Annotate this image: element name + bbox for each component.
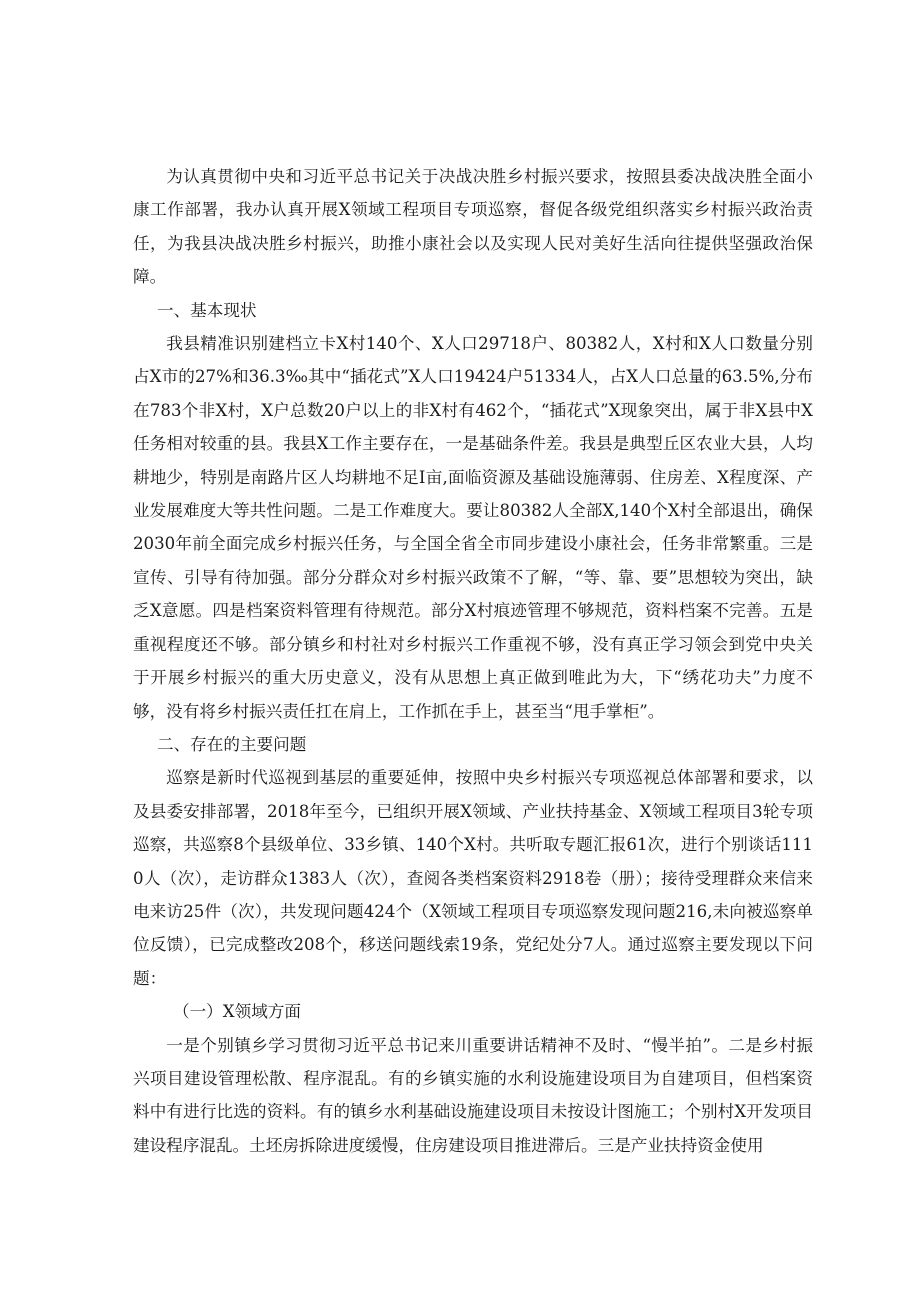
section-heading-basic-status: 一、基本现状 xyxy=(157,300,257,320)
x-field-paragraph: 一是个别镇乡学习贯彻习近平总书记来川重要讲话精神不及时、“慢半拍”。二是乡村振兴项目建设管理松散、程序混乱。有的乡镇实施的水利设施建设项目为自建项目，但档案资料中有进行比选的资料。有的镇乡水利基础设施建设项目未按设计图施工；个别村X开发项目建设程序混乱。土坯房拆除进度缓慢，住房建设项目推进滞后。三是产业扶持资金使用 xyxy=(133,1035,813,1155)
basic-status-paragraph: 我县精准识别建档立卡X村140个、X人口29718户、80382人，X村和X人口数量分别占X市的27%和36.3‰其中“插花式”X人口19424户51334人，占X人口总量的63.5%,分布在783个非X村，X户总数20户以上的非X村有462个，“插花式”X现象突出，属于非X县中X任务相对较重的县。我县X工作主要存在，一是基础条件差。我县是典型丘区农业大县，人均耕地少，特别是南路片区人均耕地不足Ⅰ亩,面临资源及基础设施薄弱、住房差、X程度深、产业发展难度大等共性问题。二是工作难度大。要让80382人全部X,140个X村全部退出，确保2030年前全面完成乡村振兴任务，与全国全省全市同步建设小康社会，任务非常繁重。三是宣传、引导有待加强。部分分群众对乡村振兴政策不了解，“等、靠、要”思想较为突出，缺乏X意愿。四是档案资料管理有待规范。部分X村痕迹管理不够规范，资料档案不完善。五是重视程度还不够。部分镇乡和村社对乡村振兴工作重视不够，没有真正学习领会到党中央关于开展乡村振兴的重大历史意义，没有从思想上真正做到唯此为大，下“绣花功夫”力度不够，没有将乡村振兴责任扛在肩上，工作抓在手上，甚至当“甩手掌柜”。 xyxy=(133,334,813,721)
intro-paragraph: 为认真贯彻中央和习近平总书记关于决战决胜乡村振兴要求，按照县委决战决胜全面小康工作部署，我办认真开展X领域工程项目专项巡察，督促各级党组织落实乡村振兴政治责任，为我县决战决胜乡村振兴，助推小康社会以及实现人民对美好生活向往提供坚强政治保障。 xyxy=(133,167,813,287)
section-heading-main-problems: 二、存在的主要问题 xyxy=(157,734,307,754)
document-page xyxy=(133,160,813,1162)
subsection-heading-x-field: （一）X领域方面 xyxy=(173,1002,301,1022)
main-problems-paragraph: 巡察是新时代巡视到基层的重要延伸，按照中央乡村振兴专项巡视总体部署和要求，以及县委安排部署，2018年至今，已组织开展X领域、产业扶持基金、X领域工程项目3轮专项巡察，共巡察8个县级单位、33乡镇、140个X村。共听取专题汇报61次，进行个别谈话1110人（次），走访群众1383人（次），查阅各类档案资料2918卷（册）；接待受理群众来信来电来访25件（次），共发现问题424个（X领域工程项目专项巡察发现问题216,未向被巡察单位反馈），已完成整改208个，移送问题线索19条，党纪处分7人。通过巡察主要发现以下问题： xyxy=(133,768,813,988)
